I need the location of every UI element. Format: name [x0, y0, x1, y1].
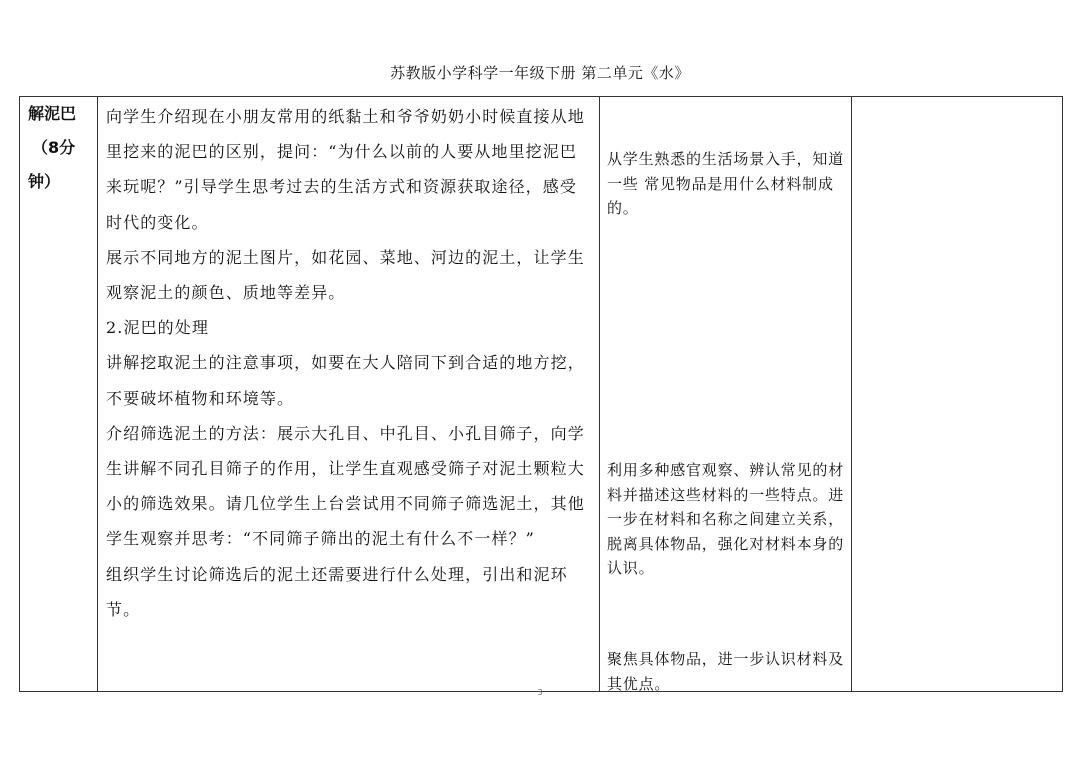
teaching-subheading: 2.泥巴的处理 [106, 318, 209, 338]
design-intent-2: 利用多种感官观察、辨认常见的材料并描述这些材料的一些特点。进一步在材料和名称之间建立关系，脱离具体物品，强化对材料本身的认识。 [607, 461, 845, 577]
step-label-line2: （8分 [32, 138, 76, 157]
lesson-plan-table [19, 96, 1063, 692]
document-header-title: 苏教版小学科学一年级下册 第二单元《水》 [390, 64, 690, 82]
teaching-paragraph-2: 展示不同地方的泥土图片，如花园、菜地、河边的泥土，让学生观察泥土的颜色、质地等差异。 [106, 247, 585, 303]
design-intent-3: 聚焦具体物品，进一步认识材料及其优点。 [607, 650, 845, 693]
teaching-paragraph-1: 向学生介绍现在小朋友常用的纸黏土和爷爷奶奶小时候直接从地里挖来的泥巴的区别，提问：“为什么以前的人要从地里挖泥巴来玩呢？”引导学生思考过去的生活方式和资源获取途径，感受时代的变化。 [106, 107, 585, 232]
step-label-line3: 钟） [28, 172, 61, 191]
notes-cell [852, 97, 1063, 692]
table-row [20, 97, 1063, 692]
page-number: 3 [537, 688, 543, 697]
design-intent-cell [600, 97, 852, 692]
teaching-process-cell [98, 97, 600, 692]
step-cell [20, 97, 98, 692]
step-label-line1: 解泥巴 [28, 104, 77, 123]
teaching-paragraph-5: 组织学生讨论筛选后的泥土还需要进行什么处理，引出和泥环节。 [106, 564, 568, 619]
teaching-process-text [98, 97, 599, 627]
teaching-paragraph-3: 讲解挖取泥土的注意事项，如要在大人陪同下到合适的地方挖，不要破坏植物和环境等。 [106, 353, 585, 408]
design-intent-1: 从学生熟悉的生活场景入手，知道一些 常见物品是用什么材料制成的。 [607, 150, 845, 217]
teaching-paragraph-4: 介绍筛选泥土的方法：展示大孔目、中孔目、小孔目筛子，向学生讲解不同孔目筛子的作用，让学生直观感受筛子对泥土颗粒大小的筛选效果。请几位学生上台尝试用不同筛子筛选泥土，其他学生观察并思考：“不同筛子筛出的泥土有什么不一样？” [106, 423, 585, 549]
step-label [20, 97, 97, 199]
